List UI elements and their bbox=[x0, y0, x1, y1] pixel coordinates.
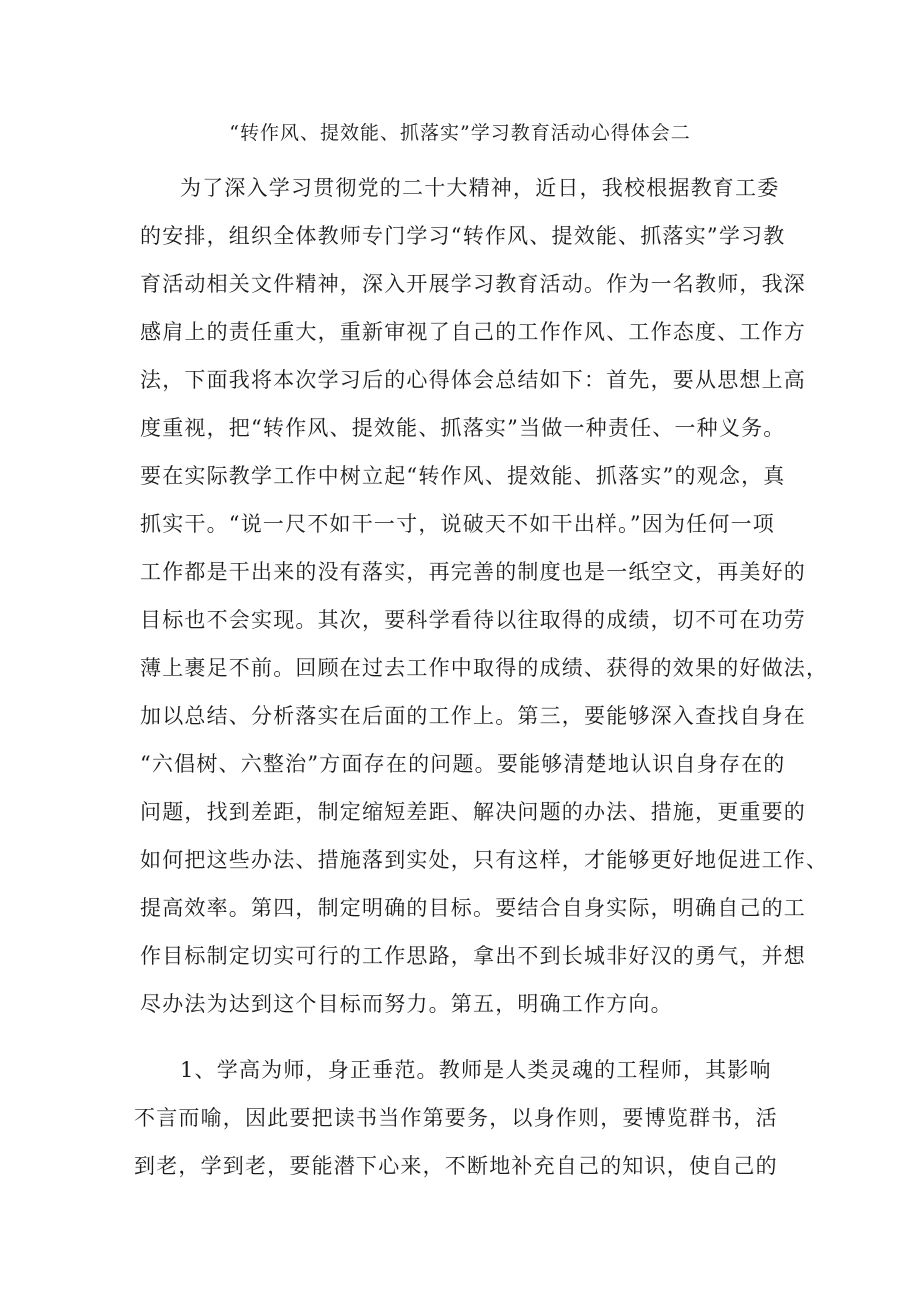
paragraph-line: 抓实干。“说一尺不如干一寸，说破天不如干出样。”因为任何一项 bbox=[140, 512, 775, 536]
paragraph-line: 尽办法为达到这个目标而努力。第五，明确工作方向。 bbox=[140, 992, 673, 1016]
paragraph-line: 如何把这些办法、措施落到实处，只有这样，才能够更好地促进工作、 bbox=[140, 848, 829, 872]
paragraph-line: 1、学高为师，身正垂范。教师是人类灵魂的工程师，其影响 bbox=[180, 1058, 772, 1082]
paragraph-line: 法，下面我将本次学习后的心得体会总结如下：首先，要从思想上高 bbox=[140, 368, 806, 392]
paragraph-line: 工作都是干出来的没有落实，再完善的制度也是一纸空文，再美好的 bbox=[140, 560, 806, 584]
paragraph-line: 问题，找到差距，制定缩短差距、解决问题的办法、措施，更重要的 bbox=[140, 800, 806, 824]
paragraph-line: 薄上裹足不前。回顾在过去工作中取得的成绩、获得的效果的好做法， bbox=[140, 656, 829, 680]
paragraph-line: 感肩上的责任重大，重新审视了自己的工作作风、工作态度、工作方 bbox=[140, 320, 806, 344]
paragraph-line: 目标也不会实现。其次，要科学看待以往取得的成绩，切不可在功劳 bbox=[140, 608, 806, 632]
paragraph-line: 加以总结、分析落实在后面的工作上。第三，要能够深入查找自身在 bbox=[140, 704, 806, 728]
paragraph-line: 要在实际教学工作中树立起“转作风、提效能、抓落实”的观念，真 bbox=[140, 464, 786, 488]
paragraph-line: 到老，学到老，要能潜下心来，不断地补充自己的知识，使自己的 bbox=[134, 1154, 778, 1178]
paragraph-line: 作目标制定切实可行的工作思路，拿出不到长城非好汉的勇气，并想 bbox=[140, 944, 806, 968]
paragraph-line: 为了深入学习贯彻党的二十大精神，近日，我校根据教育工委 bbox=[180, 176, 780, 200]
paragraph-line: 育活动相关文件精神，深入开展学习教育活动。作为一名教师，我深 bbox=[140, 272, 806, 296]
paragraph-line: “六倡树、六整治”方面存在的问题。要能够清楚地认识自身存在的 bbox=[140, 752, 786, 776]
paragraph-line: 的安排，组织全体教师专门学习“转作风、提效能、抓落实”学习教 bbox=[140, 224, 786, 248]
document-title: “转作风、提效能、抓落实”学习教育活动心得体会二 bbox=[229, 122, 691, 144]
paragraph-line: 度重视，把“转作风、提效能、抓落实”当做一种责任、一种义务。 bbox=[140, 416, 786, 440]
paragraph-line: 提高效率。第四，制定明确的目标。要结合自身实际，明确自己的工 bbox=[140, 896, 806, 920]
paragraph-line: 不言而喻，因此要把读书当作第要务，以身作则，要博览群书，活 bbox=[134, 1106, 778, 1130]
